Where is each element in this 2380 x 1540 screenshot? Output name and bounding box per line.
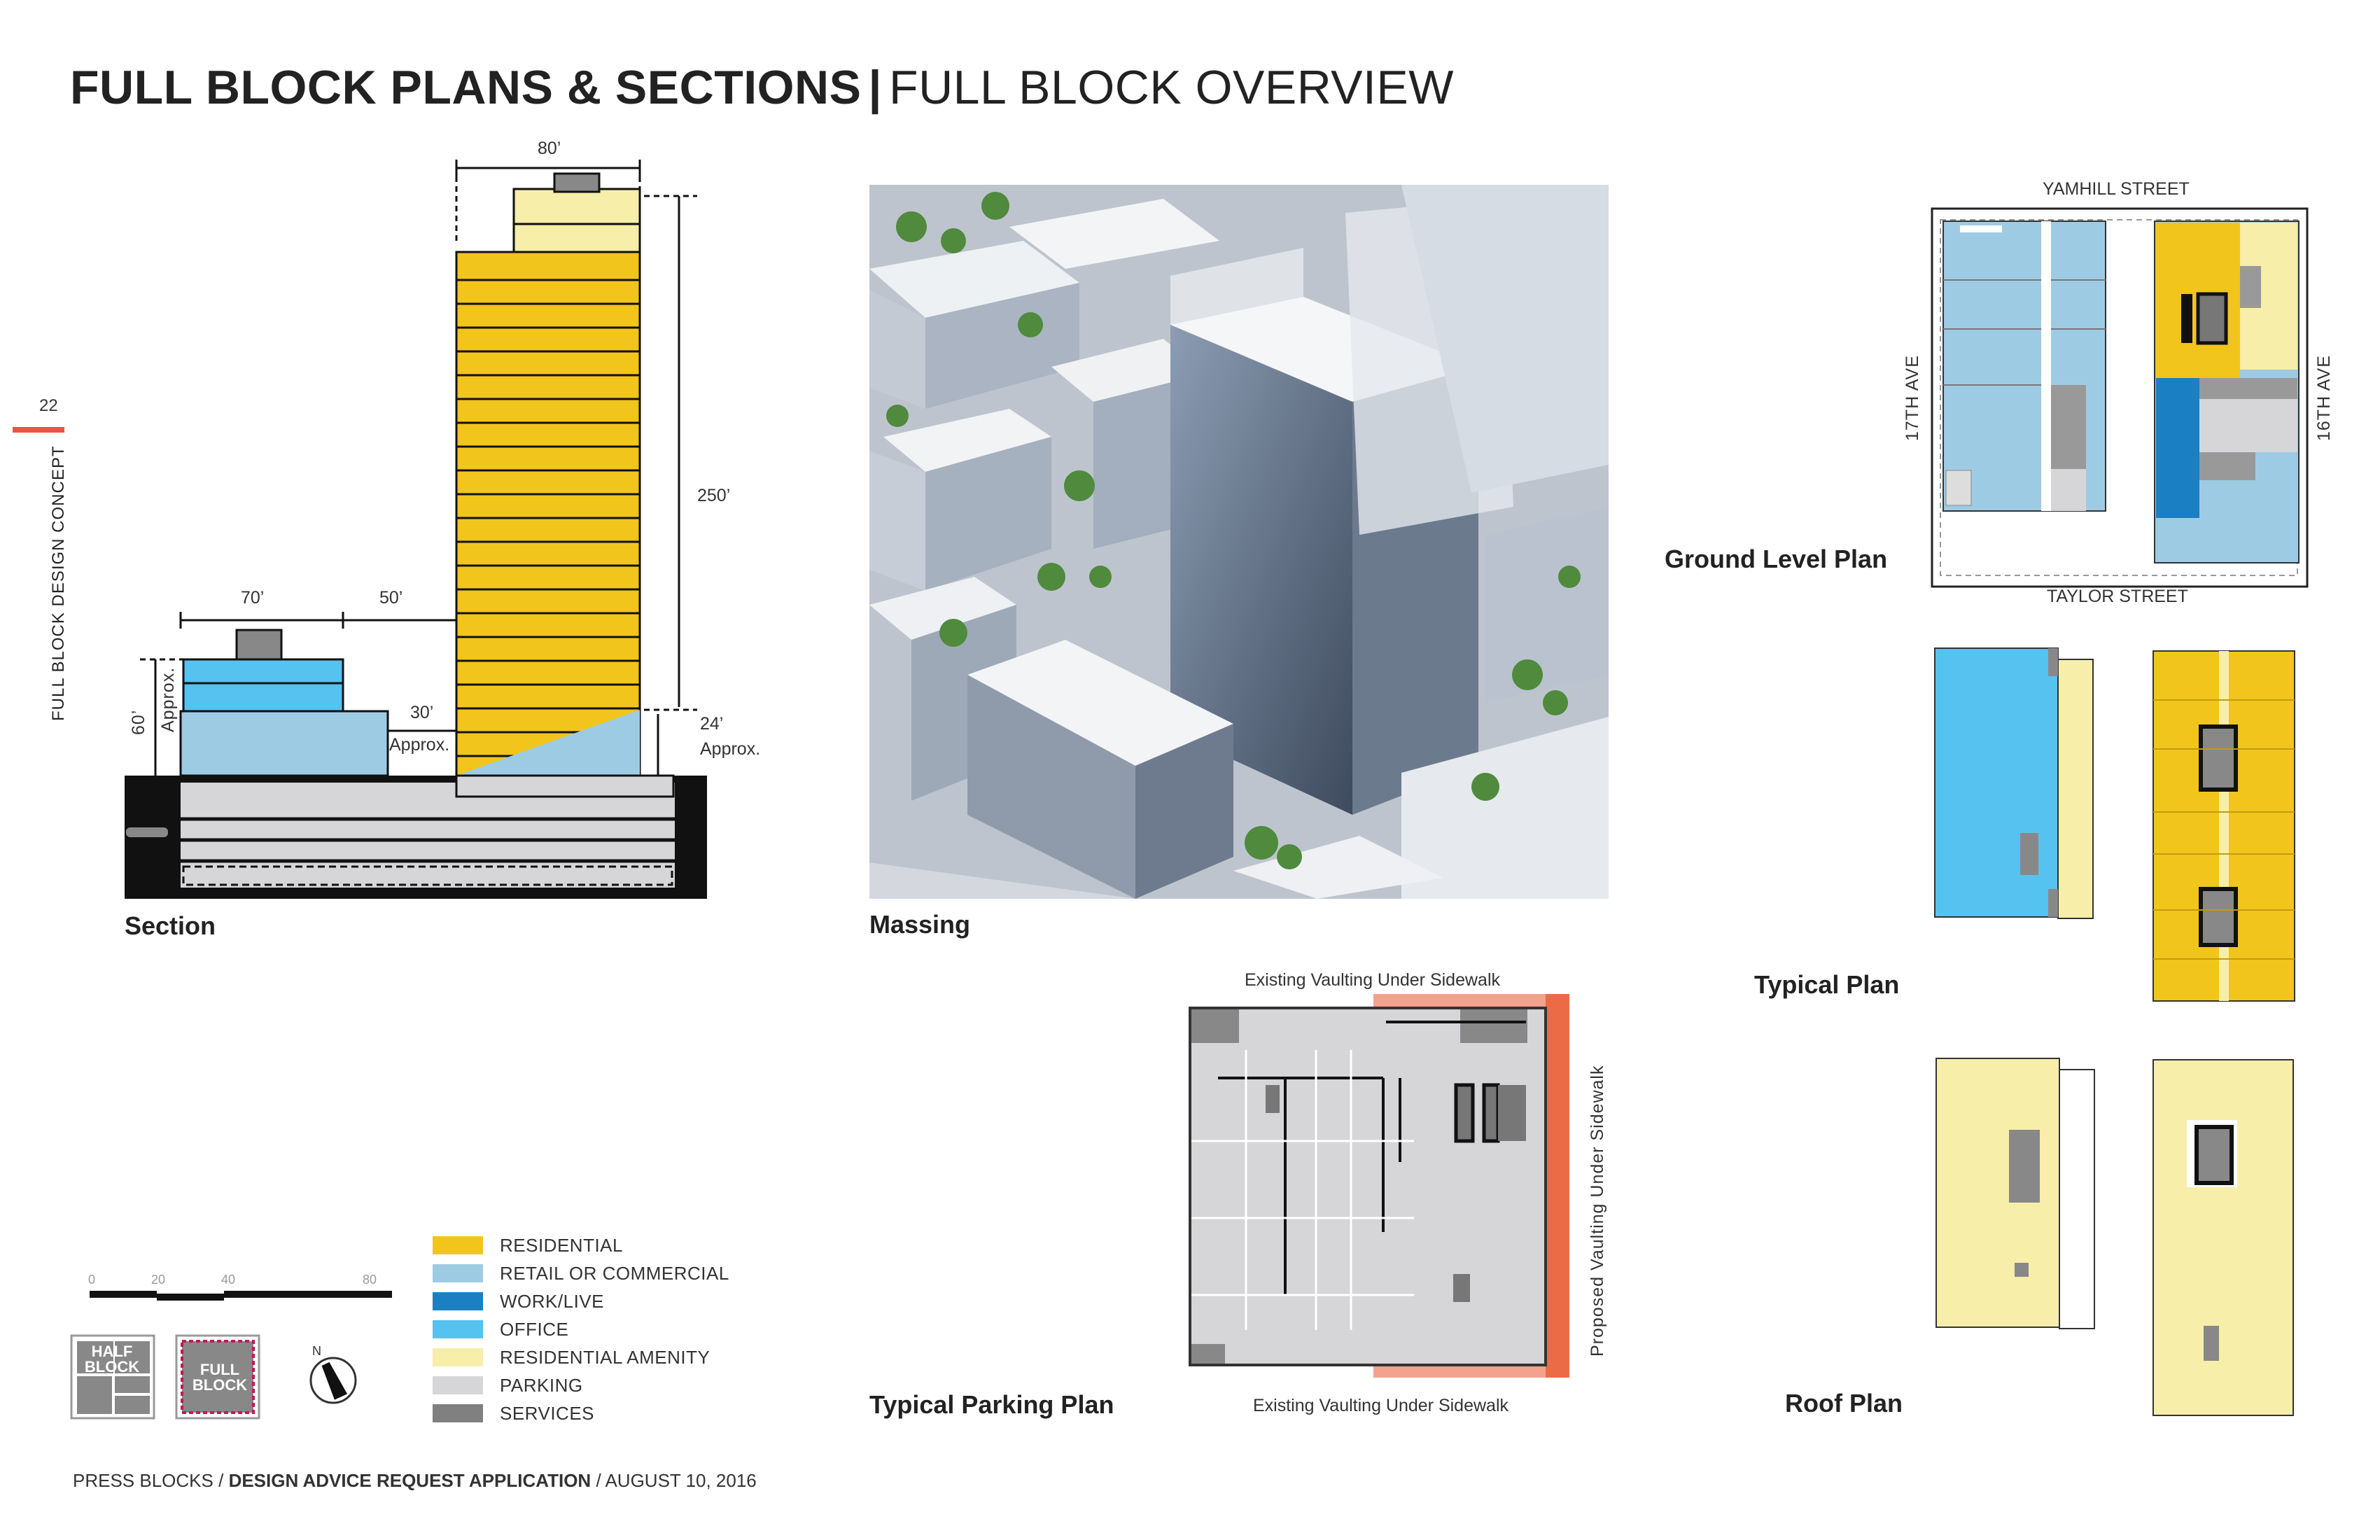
parking-top-note: Existing Vaulting Under Sidewalk (1245, 970, 1501, 990)
parking-plan (1176, 980, 1596, 1400)
dim-step-note: Approx. (389, 735, 450, 755)
ground-level-plan (1890, 196, 2338, 595)
legend-item-retail (433, 1263, 729, 1284)
street-east: 16TH AVE (2314, 355, 2334, 441)
dim-step: 30’ (410, 703, 434, 722)
legend-label: RESIDENTIAL (500, 1234, 623, 1256)
podium-retail (181, 711, 388, 776)
dim-tower-height: 250’ (697, 486, 731, 505)
typical-plan (1932, 644, 2310, 1008)
section-caption: Section (125, 911, 216, 940)
footer-document: DESIGN ADVICE REQUEST APPLICATION (228, 1470, 592, 1491)
legend-item-parking (433, 1375, 583, 1396)
footer-sep: / (596, 1470, 601, 1491)
legend-swatch (433, 1376, 483, 1394)
street-south: TAYLOR STREET (2047, 587, 2188, 606)
legend-item-services (433, 1403, 594, 1424)
section-drawing (0, 0, 770, 980)
dim-podium-width: 70’ (241, 588, 265, 608)
full-block-label: FULL BLOCK (192, 1361, 248, 1394)
legend-swatch (433, 1348, 483, 1366)
massing-caption: Massing (869, 910, 971, 939)
scale-tick-20: 20 (151, 1273, 166, 1287)
dim-tower-width: 80’ (538, 139, 561, 158)
page-number: 22 (39, 396, 58, 415)
street-west: 17TH AVE (1903, 355, 1922, 441)
roof-plan (1932, 1053, 2310, 1417)
section-label: FULL BLOCK DESIGN CONCEPT (49, 445, 68, 721)
dim-gap: 50’ (379, 588, 403, 608)
legend-item-amenity (433, 1347, 710, 1368)
legend-label: RESIDENTIAL AMENITY (500, 1346, 710, 1368)
ramp-icon (126, 827, 168, 837)
scale-bar (84, 1271, 392, 1313)
legend-item-office (433, 1319, 568, 1340)
street-north: YAMHILL STREET (2043, 179, 2190, 199)
tower (456, 174, 640, 776)
legend-swatch (433, 1320, 483, 1338)
massing-image (869, 185, 1609, 899)
legend-label: SERVICES (500, 1402, 595, 1424)
legend-label: WORK/LIVE (500, 1290, 604, 1312)
typical-plan-caption: Typical Plan (1754, 970, 1900, 999)
dim-podium-height-note: Approx. (158, 666, 178, 732)
legend-item-residential (433, 1235, 623, 1256)
footer (73, 1470, 757, 1492)
legend-swatch (433, 1404, 483, 1422)
title-separator: | (868, 61, 883, 114)
dim-base-note: Approx. (700, 739, 761, 759)
legend-label: PARKING (500, 1374, 583, 1396)
dim-base-height: 24’ (700, 714, 724, 734)
legend-label: OFFICE (500, 1318, 569, 1340)
parking-plan-caption: Typical Parking Plan (869, 1390, 1114, 1419)
legend-label: RETAIL OR COMMERCIAL (500, 1262, 729, 1284)
scale-tick-80: 80 (363, 1273, 377, 1287)
scale-tick-0: 0 (88, 1273, 96, 1287)
north-icon: N (312, 1344, 321, 1358)
legend-item-work-live (433, 1291, 604, 1312)
footer-project: PRESS BLOCKS (73, 1470, 214, 1491)
ground-plan-caption: Ground Level Plan (1665, 545, 1888, 573)
legend-swatch (433, 1236, 483, 1254)
parking-side-note: Proposed Vaulting Under Sidewalk (1588, 1065, 1607, 1357)
legend-swatch (433, 1264, 483, 1282)
footer-date: AUGUST 10, 2016 (605, 1470, 757, 1491)
roof-plan-caption: Roof Plan (1785, 1389, 1903, 1418)
title-light: FULL BLOCK OVERVIEW (889, 61, 1454, 114)
half-block-label: HALF BLOCK (84, 1343, 140, 1376)
parking-levels (181, 783, 675, 888)
title-bold: FULL BLOCK PLANS & SECTIONS (70, 61, 862, 114)
footer-sep: / (218, 1470, 224, 1491)
dim-podium-height: 60’ (129, 709, 148, 735)
parking-bottom-note: Existing Vaulting Under Sidewalk (1253, 1396, 1509, 1415)
scale-tick-40: 40 (221, 1273, 236, 1287)
legend-swatch (433, 1292, 483, 1310)
